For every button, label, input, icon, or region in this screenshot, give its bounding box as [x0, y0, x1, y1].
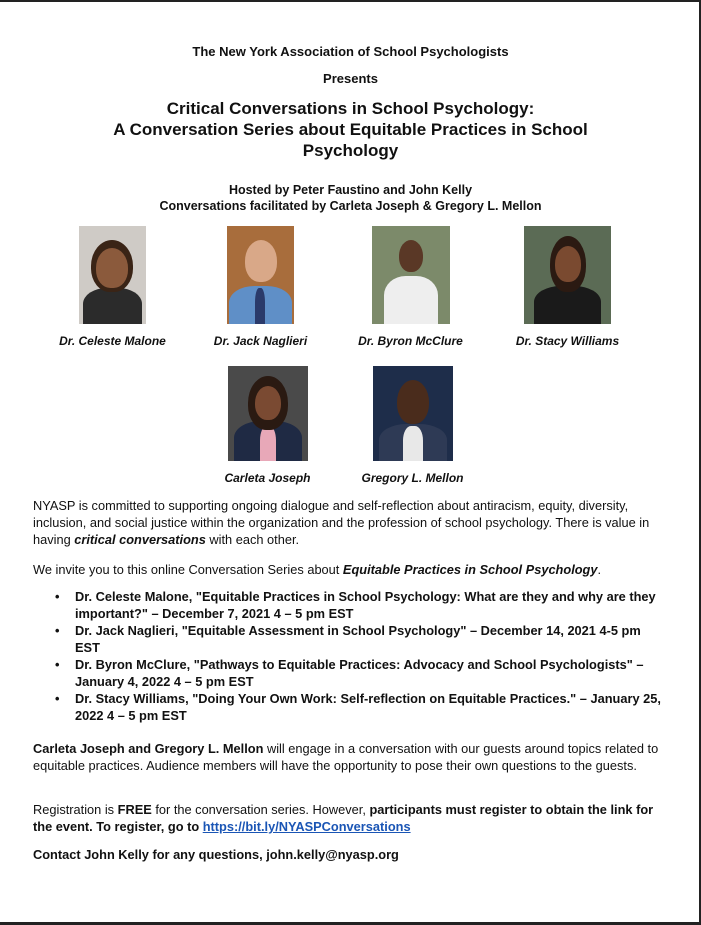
facilitator-photo — [228, 366, 308, 461]
speaker-name: Dr. Stacy Williams — [515, 334, 620, 348]
facilitated-by: Conversations facilitated by Carleta Joseph & Gregory L. Mellon — [159, 199, 542, 213]
title-line-1: Critical Conversations in School Psychology: — [166, 99, 535, 118]
registration-link[interactable]: https://bit.ly/NYASPConversations — [202, 819, 411, 834]
facilitator-card — [195, 366, 340, 485]
speaker-name: Dr. Byron McClure — [358, 334, 463, 348]
bullet-icon: • — [55, 623, 60, 638]
invite-text-2: . — [597, 562, 602, 577]
facilitator-photo — [373, 366, 453, 461]
speaker-photo — [227, 226, 294, 324]
registration-text-1: Registration is — [33, 802, 118, 817]
facilitator-name: Carleta Joseph — [224, 471, 311, 485]
bullet-icon: • — [55, 691, 60, 706]
speaker-card — [338, 226, 483, 348]
event-item — [55, 588, 669, 622]
intro-emphasis: critical conversations — [74, 532, 206, 547]
registration-paragraph — [33, 801, 669, 835]
page-border-top — [0, 0, 701, 2]
event-list — [33, 588, 669, 724]
facilitator-card — [340, 366, 485, 485]
event-text: Dr. Jack Naglieri, "Equitable Assessment in School Psychology" – December 14, 2021 4-5 pm EST — [75, 623, 641, 655]
hosts-block — [0, 182, 701, 214]
invite-paragraph — [33, 561, 669, 578]
facilitator-names: Carleta Joseph and Gregory L. Mellon — [33, 741, 264, 756]
bullet-icon: • — [55, 589, 60, 604]
speaker-card — [495, 226, 640, 348]
hosted-by: Hosted by Peter Faustino and John Kelly — [228, 183, 473, 197]
title-line-3: Psychology — [302, 141, 399, 160]
event-item — [55, 656, 669, 690]
organization-name: The New York Association of School Psychologists — [192, 44, 509, 59]
contact-line: Contact John Kelly for any questions, john.kelly@nyasp.org — [33, 847, 399, 862]
engagement-paragraph — [33, 740, 669, 774]
presents-label: Presents — [323, 71, 378, 86]
speaker-photo — [372, 226, 450, 324]
speaker-photo — [79, 226, 146, 324]
title-line-2: A Conversation Series about Equitable Practices in School — [113, 120, 588, 139]
intro-text-1: NYASP is committed to supporting ongoing dialogue and self-reflection about antiracism, equity, diversity, inclusion, and social justice within the organization and the profession of school psychology. There is value in having — [33, 498, 650, 547]
registration-text-2: for the conversation series. However, — [151, 802, 370, 817]
event-text: Dr. Celeste Malone, "Equitable Practices in School Psychology: What are they and why are they important?" – December 7, 2021 4 – 5 pm EST — [75, 589, 656, 621]
event-item — [55, 690, 669, 724]
speaker-photo — [524, 226, 611, 324]
speaker-name: Dr. Jack Naglieri — [213, 334, 308, 348]
event-item — [55, 622, 669, 656]
engagement-text: will engage in a conversation with our guests around topics related to equitable practices. Audience members will have the opportunity to pose their own questions to the guests. — [33, 741, 659, 773]
invite-emphasis: Equitable Practices in School Psychology — [342, 562, 598, 577]
bullet-icon: • — [55, 657, 60, 672]
facilitator-name: Gregory L. Mellon — [361, 471, 464, 485]
event-title — [60, 98, 641, 161]
speaker-card — [188, 226, 333, 348]
registration-instructions: participants must register to obtain the link for the event. To register, go to — [33, 802, 654, 834]
intro-text-2: with each other. — [205, 532, 300, 547]
speaker-name: Dr. Celeste Malone — [59, 334, 166, 348]
intro-paragraph — [33, 497, 669, 548]
event-text: Dr. Stacy Williams, "Doing Your Own Work: Self-reflection on Equitable Practices." – January 25, 2022 4 – 5 pm EST — [75, 691, 661, 723]
free-label: FREE — [117, 802, 152, 817]
speaker-card — [40, 226, 185, 348]
invite-text-1: We invite you to this online Conversation Series about — [33, 562, 343, 577]
event-text: Dr. Byron McClure, "Pathways to Equitable Practices: Advocacy and School Psychologists" – January 4, 2022 4 – 5 pm EST — [75, 657, 644, 689]
